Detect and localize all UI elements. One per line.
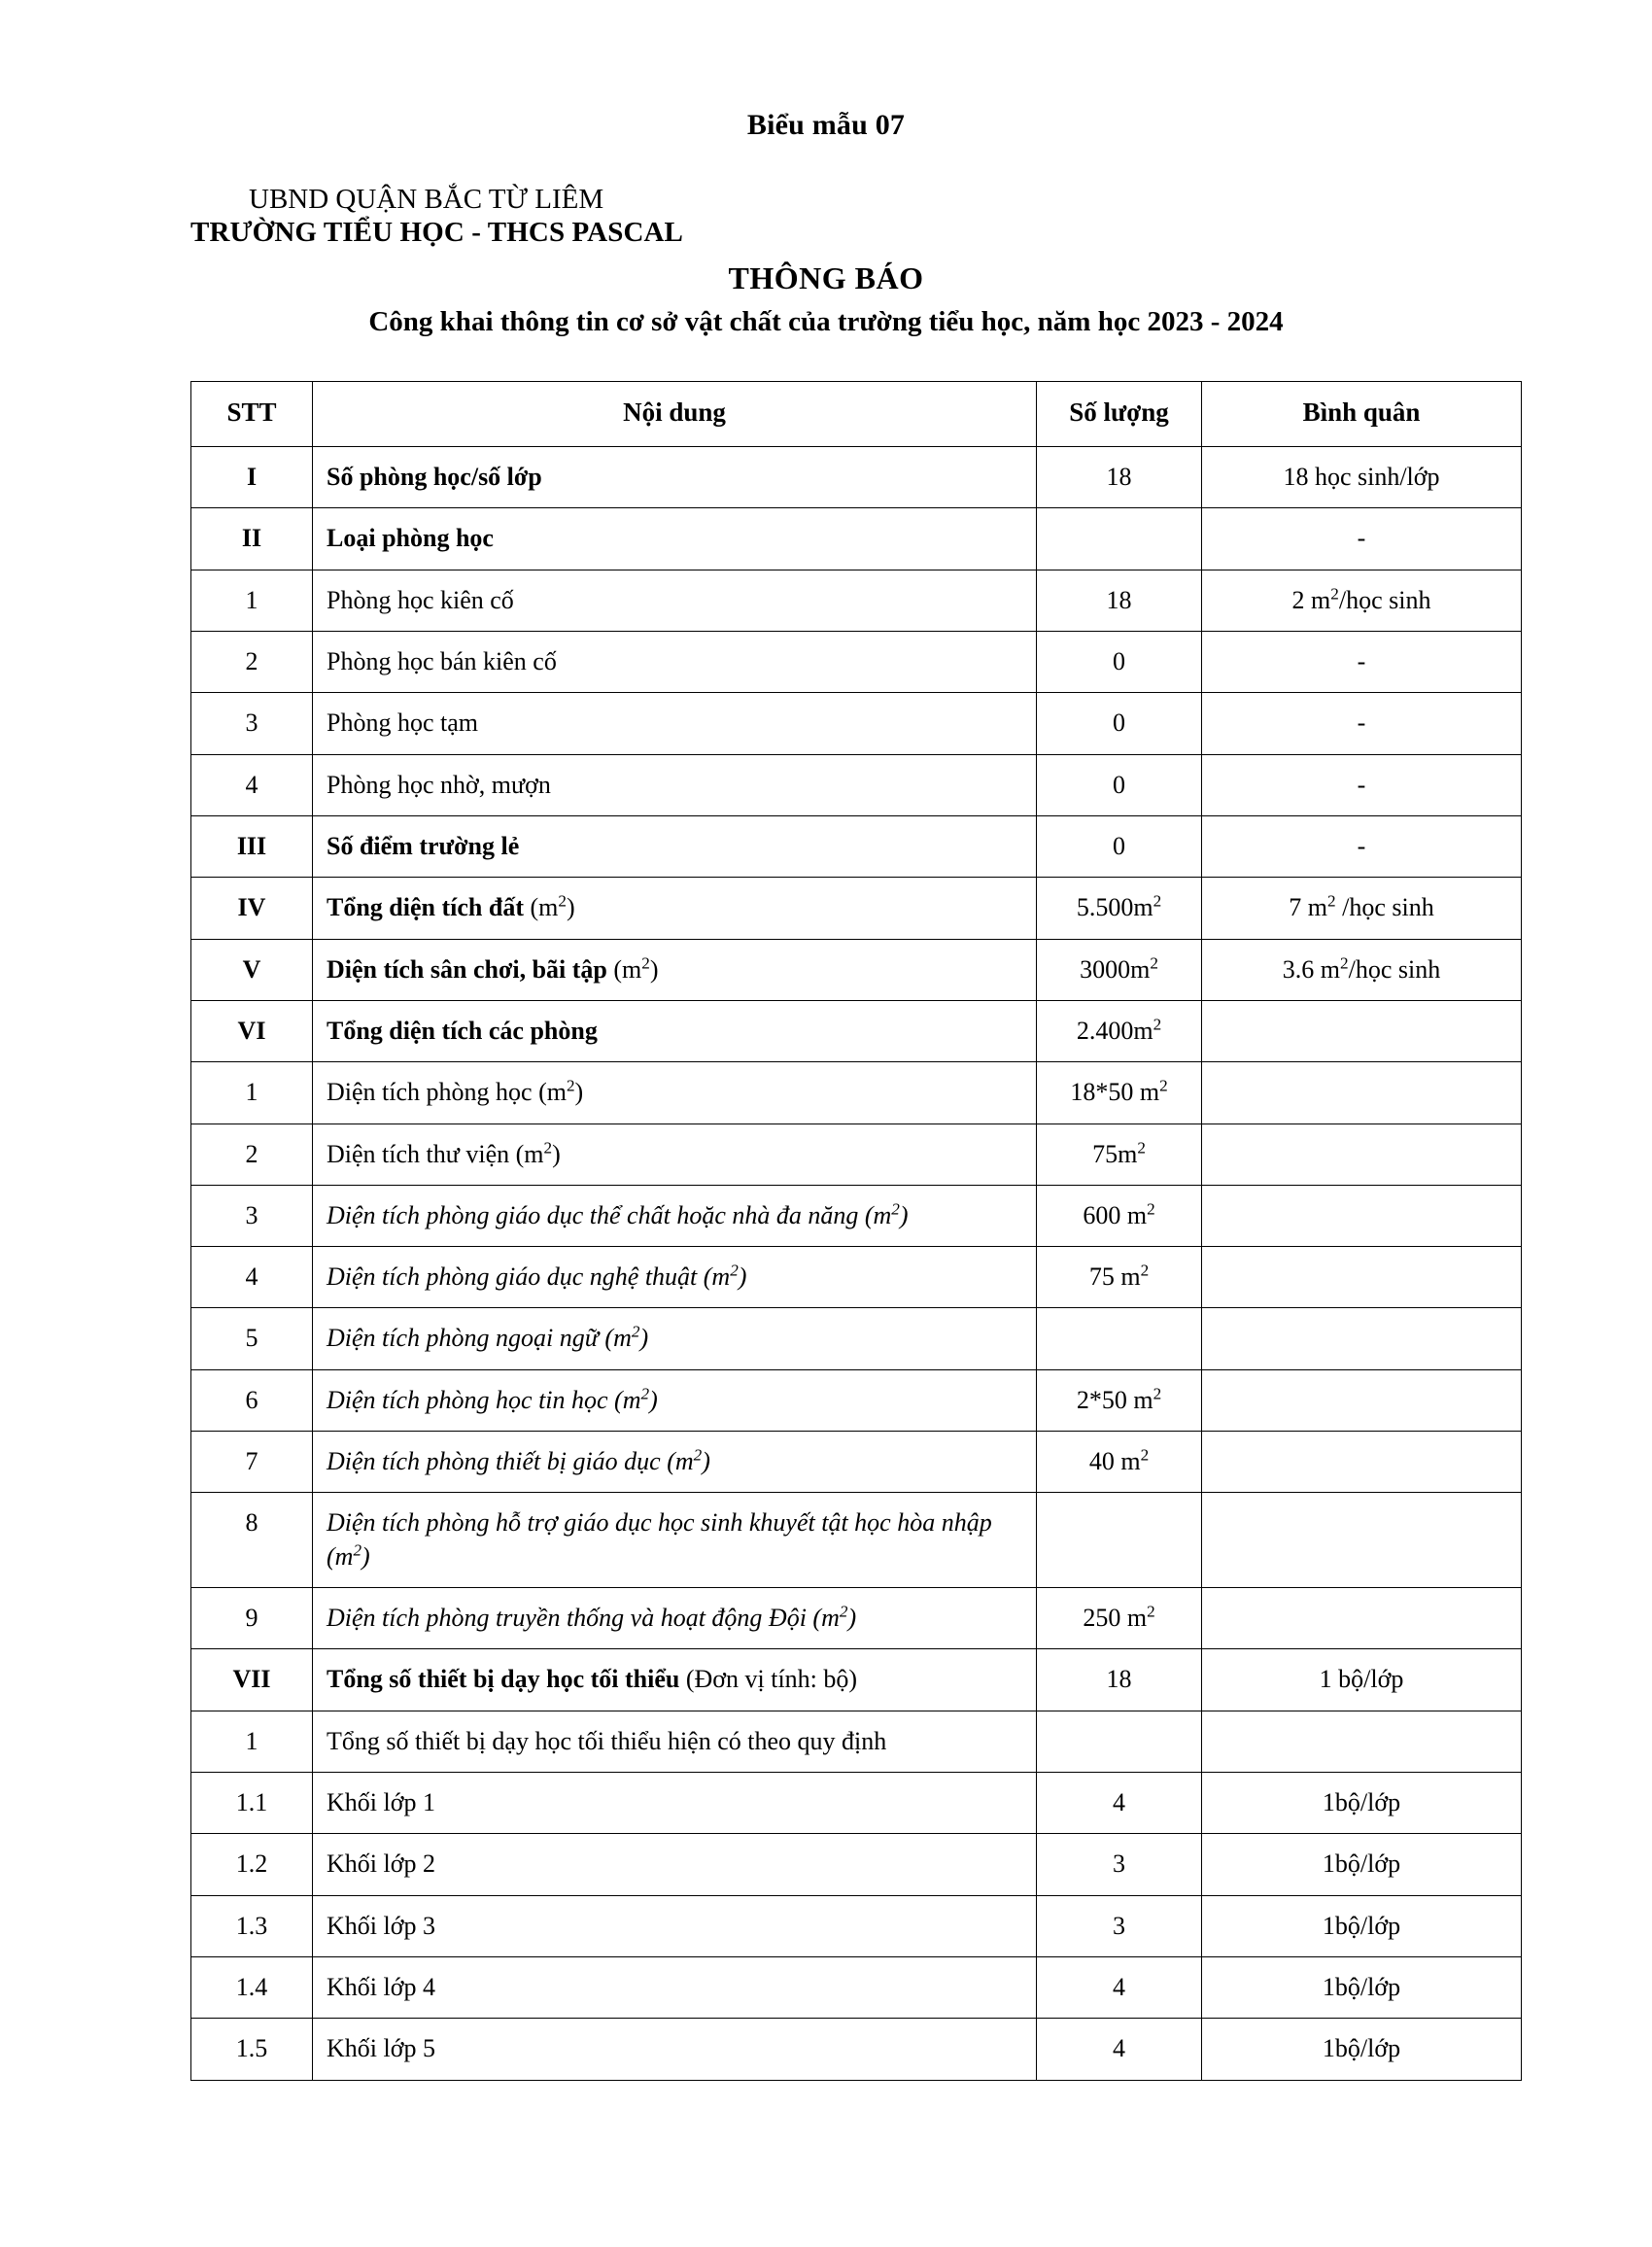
row-quantity-label: $3000m^2$	[1080, 952, 1158, 984]
row-index-label: 1.2	[235, 1849, 268, 1879]
row-average-label: 1bộ/lớp	[1322, 1787, 1401, 1816]
row-index-label: 1.5	[235, 2034, 268, 2063]
row-content-label: Diện tích phòng hỗ trợ giáo dục học sinh khuyết tật học hòa nhập $(m^2)$	[327, 1508, 992, 1571]
row-quantity-label: 250 $m^2$	[1083, 1602, 1155, 1632]
row-quantity-label: 75 $m^2$	[1088, 1261, 1150, 1292]
row-content-cell	[313, 1000, 1037, 1061]
row-quantity-label: $2.400m^2$	[1076, 1015, 1162, 1045]
table-row	[191, 1588, 1522, 1649]
row-quantity-cell	[1037, 1369, 1202, 1431]
table-row	[191, 1369, 1522, 1431]
row-quantity-label: $5.500m^2$	[1076, 891, 1162, 922]
row-quantity-cell	[1037, 878, 1202, 939]
row-index-cell	[191, 815, 313, 877]
row-content-cell	[313, 447, 1037, 508]
row-content-cell	[313, 1493, 1037, 1588]
row-content-label: Khối lớp 5	[327, 2034, 435, 2063]
row-average-label: -	[1357, 524, 1366, 553]
row-index-label: 1	[245, 585, 258, 614]
row-average-label	[1202, 1001, 1521, 1057]
row-average-label: 1bộ/lớp	[1322, 1972, 1401, 2001]
row-content-label: Tổng số thiết bị dạy học tối thiểu hiện có theo quy định	[327, 1726, 887, 1755]
row-content-label: Diện tích phòng truyền thống và hoạt động Đội $(m^2)$	[327, 1602, 857, 1632]
row-index-cell	[191, 1834, 313, 1895]
row-average-cell	[1202, 1308, 1522, 1369]
row-quantity-cell	[1037, 1895, 1202, 1956]
table-row	[191, 1956, 1522, 2018]
row-content-cell	[313, 1956, 1037, 2018]
row-quantity-label: 0	[1113, 770, 1125, 799]
row-average-cell	[1202, 1247, 1522, 1308]
column-header-binh-quan-label: Bình quân	[1302, 398, 1421, 428]
row-content-label: Tổng diện tích đất $(m^2)$	[327, 891, 575, 922]
row-quantity-label: 4	[1113, 1972, 1125, 2001]
row-average-label: -	[1357, 770, 1366, 799]
organization-block	[0, 183, 1652, 249]
row-quantity-cell	[1037, 1711, 1202, 1772]
row-content-label: Diện tích sân chơi, bãi tập $(m^2)$	[327, 952, 659, 984]
row-index-cell	[191, 1062, 313, 1124]
row-quantity-cell	[1037, 939, 1202, 1000]
row-quantity-label: 600 $m^2$	[1083, 1199, 1155, 1229]
row-average-cell	[1202, 1649, 1522, 1711]
row-content-cell	[313, 1247, 1037, 1308]
row-content-cell	[313, 1369, 1037, 1431]
row-content-label: Phòng học bán kiên cố	[327, 647, 557, 675]
row-quantity-cell	[1037, 1772, 1202, 1833]
row-quantity-cell	[1037, 1649, 1202, 1711]
row-quantity-label: 0	[1113, 709, 1125, 738]
row-content-label: Khối lớp 4	[327, 1972, 435, 2001]
row-quantity-label	[1037, 508, 1201, 565]
row-average-label: 1 bộ/lớp	[1319, 1665, 1404, 1694]
facility-table-wrap	[0, 381, 1652, 2080]
row-index-cell	[191, 1185, 313, 1246]
row-average-cell	[1202, 2019, 1522, 2080]
row-content-cell	[313, 754, 1037, 815]
row-quantity-cell	[1037, 1493, 1202, 1588]
row-average-cell	[1202, 878, 1522, 939]
row-content-label: Số phòng học/số lớp	[327, 463, 542, 492]
row-index-label: 1.4	[235, 1972, 268, 2001]
column-header-noi-dung-label: Nội dung	[623, 398, 726, 428]
row-average-cell	[1202, 632, 1522, 693]
row-index-cell	[191, 1772, 313, 1833]
notice-title: THÔNG BÁO	[728, 260, 924, 296]
row-index-label: 7	[245, 1447, 258, 1476]
row-index-label: 1.1	[235, 1787, 268, 1816]
row-index-cell	[191, 1649, 313, 1711]
row-index-cell	[191, 754, 313, 815]
row-index-label: II	[241, 524, 262, 553]
row-quantity-cell	[1037, 632, 1202, 693]
row-average-cell	[1202, 1062, 1522, 1124]
row-average-cell	[1202, 754, 1522, 815]
table-row	[191, 570, 1522, 631]
row-content-label: Diện tích phòng giáo dục nghệ thuật $(m^2)$	[327, 1261, 747, 1292]
row-average-cell	[1202, 1772, 1522, 1833]
row-content-label: Diện tích thư viện $(m^2)$	[327, 1137, 561, 1168]
row-average-label: -	[1357, 831, 1366, 860]
row-average-cell	[1202, 815, 1522, 877]
row-content-label: Phòng học tạm	[327, 709, 478, 738]
row-index-cell	[191, 693, 313, 754]
row-quantity-label	[1037, 1711, 1201, 1768]
row-content-label: Khối lớp 2	[327, 1849, 435, 1879]
row-quantity-cell	[1037, 1956, 1202, 2018]
table-row	[191, 1000, 1522, 1061]
row-index-label: VI	[237, 1016, 266, 1045]
row-content-cell	[313, 570, 1037, 631]
row-quantity-cell	[1037, 815, 1202, 877]
row-quantity-cell	[1037, 1247, 1202, 1308]
row-quantity-label: 3	[1113, 1849, 1125, 1879]
row-average-label	[1202, 1493, 1521, 1549]
row-index-cell	[191, 1247, 313, 1308]
row-content-label: Phòng học nhờ, mượn	[327, 770, 551, 799]
column-header-so-luong-label: Số lượng	[1069, 398, 1169, 428]
row-quantity-label: 18*50 $m^2$	[1070, 1076, 1168, 1107]
table-row	[191, 1185, 1522, 1246]
table-row	[191, 1649, 1522, 1711]
row-content-cell	[313, 1711, 1037, 1772]
row-average-cell	[1202, 1956, 1522, 2018]
row-average-cell	[1202, 693, 1522, 754]
row-index-label: 1	[245, 1078, 258, 1107]
row-index-label: I	[246, 463, 258, 492]
row-average-label: 2 $m^2$/học sinh	[1291, 584, 1431, 614]
row-average-label	[1202, 1247, 1521, 1303]
row-quantity-label: 4	[1113, 2034, 1125, 2063]
row-quantity-label: 18	[1106, 463, 1132, 492]
row-average-label	[1202, 1062, 1521, 1119]
row-content-cell	[313, 878, 1037, 939]
row-index-cell	[191, 1956, 313, 2018]
row-quantity-label: 18	[1106, 1665, 1132, 1694]
row-index-label: 2	[245, 647, 258, 675]
row-content-cell	[313, 1062, 1037, 1124]
column-header-stt	[191, 382, 313, 447]
row-quantity-label: 3	[1113, 1911, 1125, 1940]
row-average-cell	[1202, 1000, 1522, 1061]
table-row	[191, 878, 1522, 939]
row-quantity-label: 40 $m^2$	[1088, 1445, 1150, 1476]
table-row	[191, 754, 1522, 815]
row-index-label: 5	[245, 1324, 258, 1353]
table-row	[191, 1895, 1522, 1956]
row-index-label: III	[236, 831, 267, 860]
row-index-label: V	[242, 954, 261, 984]
row-content-cell	[313, 1588, 1037, 1649]
table-row	[191, 1247, 1522, 1308]
row-index-cell	[191, 508, 313, 570]
row-average-cell	[1202, 1432, 1522, 1493]
row-quantity-cell	[1037, 1308, 1202, 1369]
row-index-cell	[191, 939, 313, 1000]
row-index-cell	[191, 878, 313, 939]
row-content-cell	[313, 1308, 1037, 1369]
row-average-cell	[1202, 1711, 1522, 1772]
table-row	[191, 1062, 1522, 1124]
row-average-label: -	[1357, 647, 1366, 675]
row-average-label	[1202, 1711, 1521, 1768]
row-quantity-label: 2*50 $m^2$	[1076, 1384, 1162, 1414]
row-average-label: 1bộ/lớp	[1322, 1911, 1401, 1940]
row-content-cell	[313, 1895, 1037, 1956]
row-content-label: Tổng diện tích các phòng	[327, 1016, 598, 1045]
row-index-label: 2	[245, 1139, 258, 1168]
row-average-cell	[1202, 1493, 1522, 1588]
row-content-cell	[313, 1432, 1037, 1493]
row-index-label: VII	[232, 1665, 271, 1694]
row-average-label: 3.6 $m^2$/học sinh	[1282, 952, 1441, 984]
row-content-cell	[313, 693, 1037, 754]
row-content-label: Số điểm trường lẻ	[327, 831, 520, 860]
row-content-cell	[313, 1772, 1037, 1833]
row-average-cell	[1202, 508, 1522, 570]
column-header-binh-quan	[1202, 382, 1522, 447]
row-content-label: Phòng học kiên cố	[327, 585, 514, 614]
facility-table	[190, 381, 1522, 2080]
row-average-cell	[1202, 1588, 1522, 1649]
row-index-cell	[191, 1711, 313, 1772]
row-average-label: 1bộ/lớp	[1322, 2034, 1401, 2063]
row-average-cell	[1202, 570, 1522, 631]
row-quantity-cell	[1037, 1000, 1202, 1061]
row-index-label: 3	[245, 1200, 258, 1229]
column-header-so-luong	[1037, 382, 1202, 447]
row-quantity-label	[1037, 1493, 1201, 1549]
document-page	[0, 109, 1652, 2247]
table-header-row	[191, 382, 1522, 447]
row-average-label	[1202, 1588, 1521, 1644]
table-row	[191, 447, 1522, 508]
row-quantity-cell	[1037, 693, 1202, 754]
row-index-label: 4	[245, 1262, 258, 1292]
row-index-label: 1.3	[235, 1911, 268, 1940]
row-index-label: 3	[245, 709, 258, 738]
row-content-label: Diện tích phòng thiết bị giáo dục $(m^2)$	[327, 1445, 710, 1476]
row-average-label: 1bộ/lớp	[1322, 1849, 1401, 1879]
row-content-cell	[313, 1649, 1037, 1711]
table-row	[191, 939, 1522, 1000]
row-average-cell	[1202, 1185, 1522, 1246]
row-quantity-label: 0	[1113, 647, 1125, 675]
table-row	[191, 1772, 1522, 1833]
row-content-label: Loại phòng học	[327, 524, 494, 553]
row-index-label: 9	[245, 1604, 258, 1632]
row-quantity-cell	[1037, 1588, 1202, 1649]
row-content-label: Diện tích phòng học tin học $(m^2)$	[327, 1384, 658, 1414]
table-row	[191, 815, 1522, 877]
issuing-authority: UBND QUẬN BẮC TỪ LIÊM	[249, 184, 604, 215]
row-quantity-cell	[1037, 1432, 1202, 1493]
table-row	[191, 1432, 1522, 1493]
row-content-label: Khối lớp 1	[327, 1787, 435, 1816]
school-name: TRƯỜNG TIỂU HỌC - THCS PASCAL	[190, 217, 683, 249]
row-average-cell	[1202, 1834, 1522, 1895]
row-average-label	[1202, 1124, 1521, 1181]
row-average-cell	[1202, 939, 1522, 1000]
table-row	[191, 1493, 1522, 1588]
row-quantity-cell	[1037, 570, 1202, 631]
row-content-cell	[313, 632, 1037, 693]
row-index-cell	[191, 1369, 313, 1431]
row-average-label: -	[1357, 709, 1366, 738]
row-average-label	[1202, 1186, 1521, 1242]
row-average-label: 18 học sinh/lớp	[1283, 463, 1440, 492]
row-index-cell	[191, 2019, 313, 2080]
row-content-cell	[313, 1124, 1037, 1185]
row-quantity-cell	[1037, 1834, 1202, 1895]
row-average-label	[1202, 1432, 1521, 1488]
row-quantity-cell	[1037, 1185, 1202, 1246]
row-average-label	[1202, 1370, 1521, 1427]
table-row	[191, 1834, 1522, 1895]
table-row	[191, 1124, 1522, 1185]
table-row	[191, 1308, 1522, 1369]
row-quantity-label: 4	[1113, 1787, 1125, 1816]
table-row	[191, 2019, 1522, 2080]
row-index-cell	[191, 1000, 313, 1061]
row-average-label	[1202, 1308, 1521, 1365]
row-content-label: Diện tích phòng học $(m^2)$	[327, 1076, 584, 1107]
row-average-label: 7 $m^2$ /học sinh	[1289, 891, 1434, 922]
row-content-label: Diện tích phòng giáo dục thể chất hoặc nhà đa năng $(m^2)$	[327, 1199, 909, 1229]
table-row	[191, 632, 1522, 693]
row-quantity-cell	[1037, 2019, 1202, 2080]
row-index-cell	[191, 1588, 313, 1649]
row-average-cell	[1202, 447, 1522, 508]
row-content-cell	[313, 939, 1037, 1000]
table-row	[191, 1711, 1522, 1772]
column-header-noi-dung	[313, 382, 1037, 447]
row-index-label: IV	[237, 893, 266, 922]
row-content-cell	[313, 815, 1037, 877]
row-index-cell	[191, 570, 313, 631]
row-index-cell	[191, 1895, 313, 1956]
row-index-cell	[191, 1124, 313, 1185]
row-quantity-cell	[1037, 508, 1202, 570]
row-quantity-cell	[1037, 447, 1202, 508]
row-index-cell	[191, 1308, 313, 1369]
row-content-label: Khối lớp 3	[327, 1911, 435, 1940]
row-average-cell	[1202, 1124, 1522, 1185]
row-content-cell	[313, 2019, 1037, 2080]
row-index-cell	[191, 1432, 313, 1493]
row-quantity-cell	[1037, 754, 1202, 815]
row-quantity-label	[1037, 1308, 1201, 1365]
row-index-cell	[191, 632, 313, 693]
row-content-cell	[313, 1185, 1037, 1246]
column-header-stt-label: STT	[226, 398, 277, 428]
row-quantity-label: 0	[1113, 831, 1125, 860]
row-index-cell	[191, 1493, 313, 1588]
row-content-label: Diện tích phòng ngoại ngữ $(m^2)$	[327, 1322, 649, 1353]
table-row	[191, 508, 1522, 570]
row-average-cell	[1202, 1369, 1522, 1431]
row-index-label: 8	[245, 1508, 258, 1538]
row-index-label: 4	[245, 770, 258, 799]
row-index-label: 6	[245, 1385, 258, 1414]
row-quantity-label: $75m^2$	[1092, 1137, 1146, 1168]
row-quantity-label: 18	[1106, 585, 1132, 614]
row-content-cell	[313, 508, 1037, 570]
row-quantity-cell	[1037, 1124, 1202, 1185]
facility-table-body	[191, 447, 1522, 2080]
row-index-label: 1	[245, 1726, 258, 1755]
row-average-cell	[1202, 1895, 1522, 1956]
row-content-cell	[313, 1834, 1037, 1895]
row-index-cell	[191, 447, 313, 508]
notice-subtitle: Công khai thông tin cơ sở vật chất của trường tiểu học, năm học 2023 - 2024	[368, 306, 1284, 338]
form-code: Biểu mẫu 07	[746, 109, 906, 141]
row-quantity-cell	[1037, 1062, 1202, 1124]
table-row	[191, 693, 1522, 754]
row-content-label: Tổng số thiết bị dạy học tối thiểu (Đơn vị tính: bộ)	[327, 1665, 858, 1694]
